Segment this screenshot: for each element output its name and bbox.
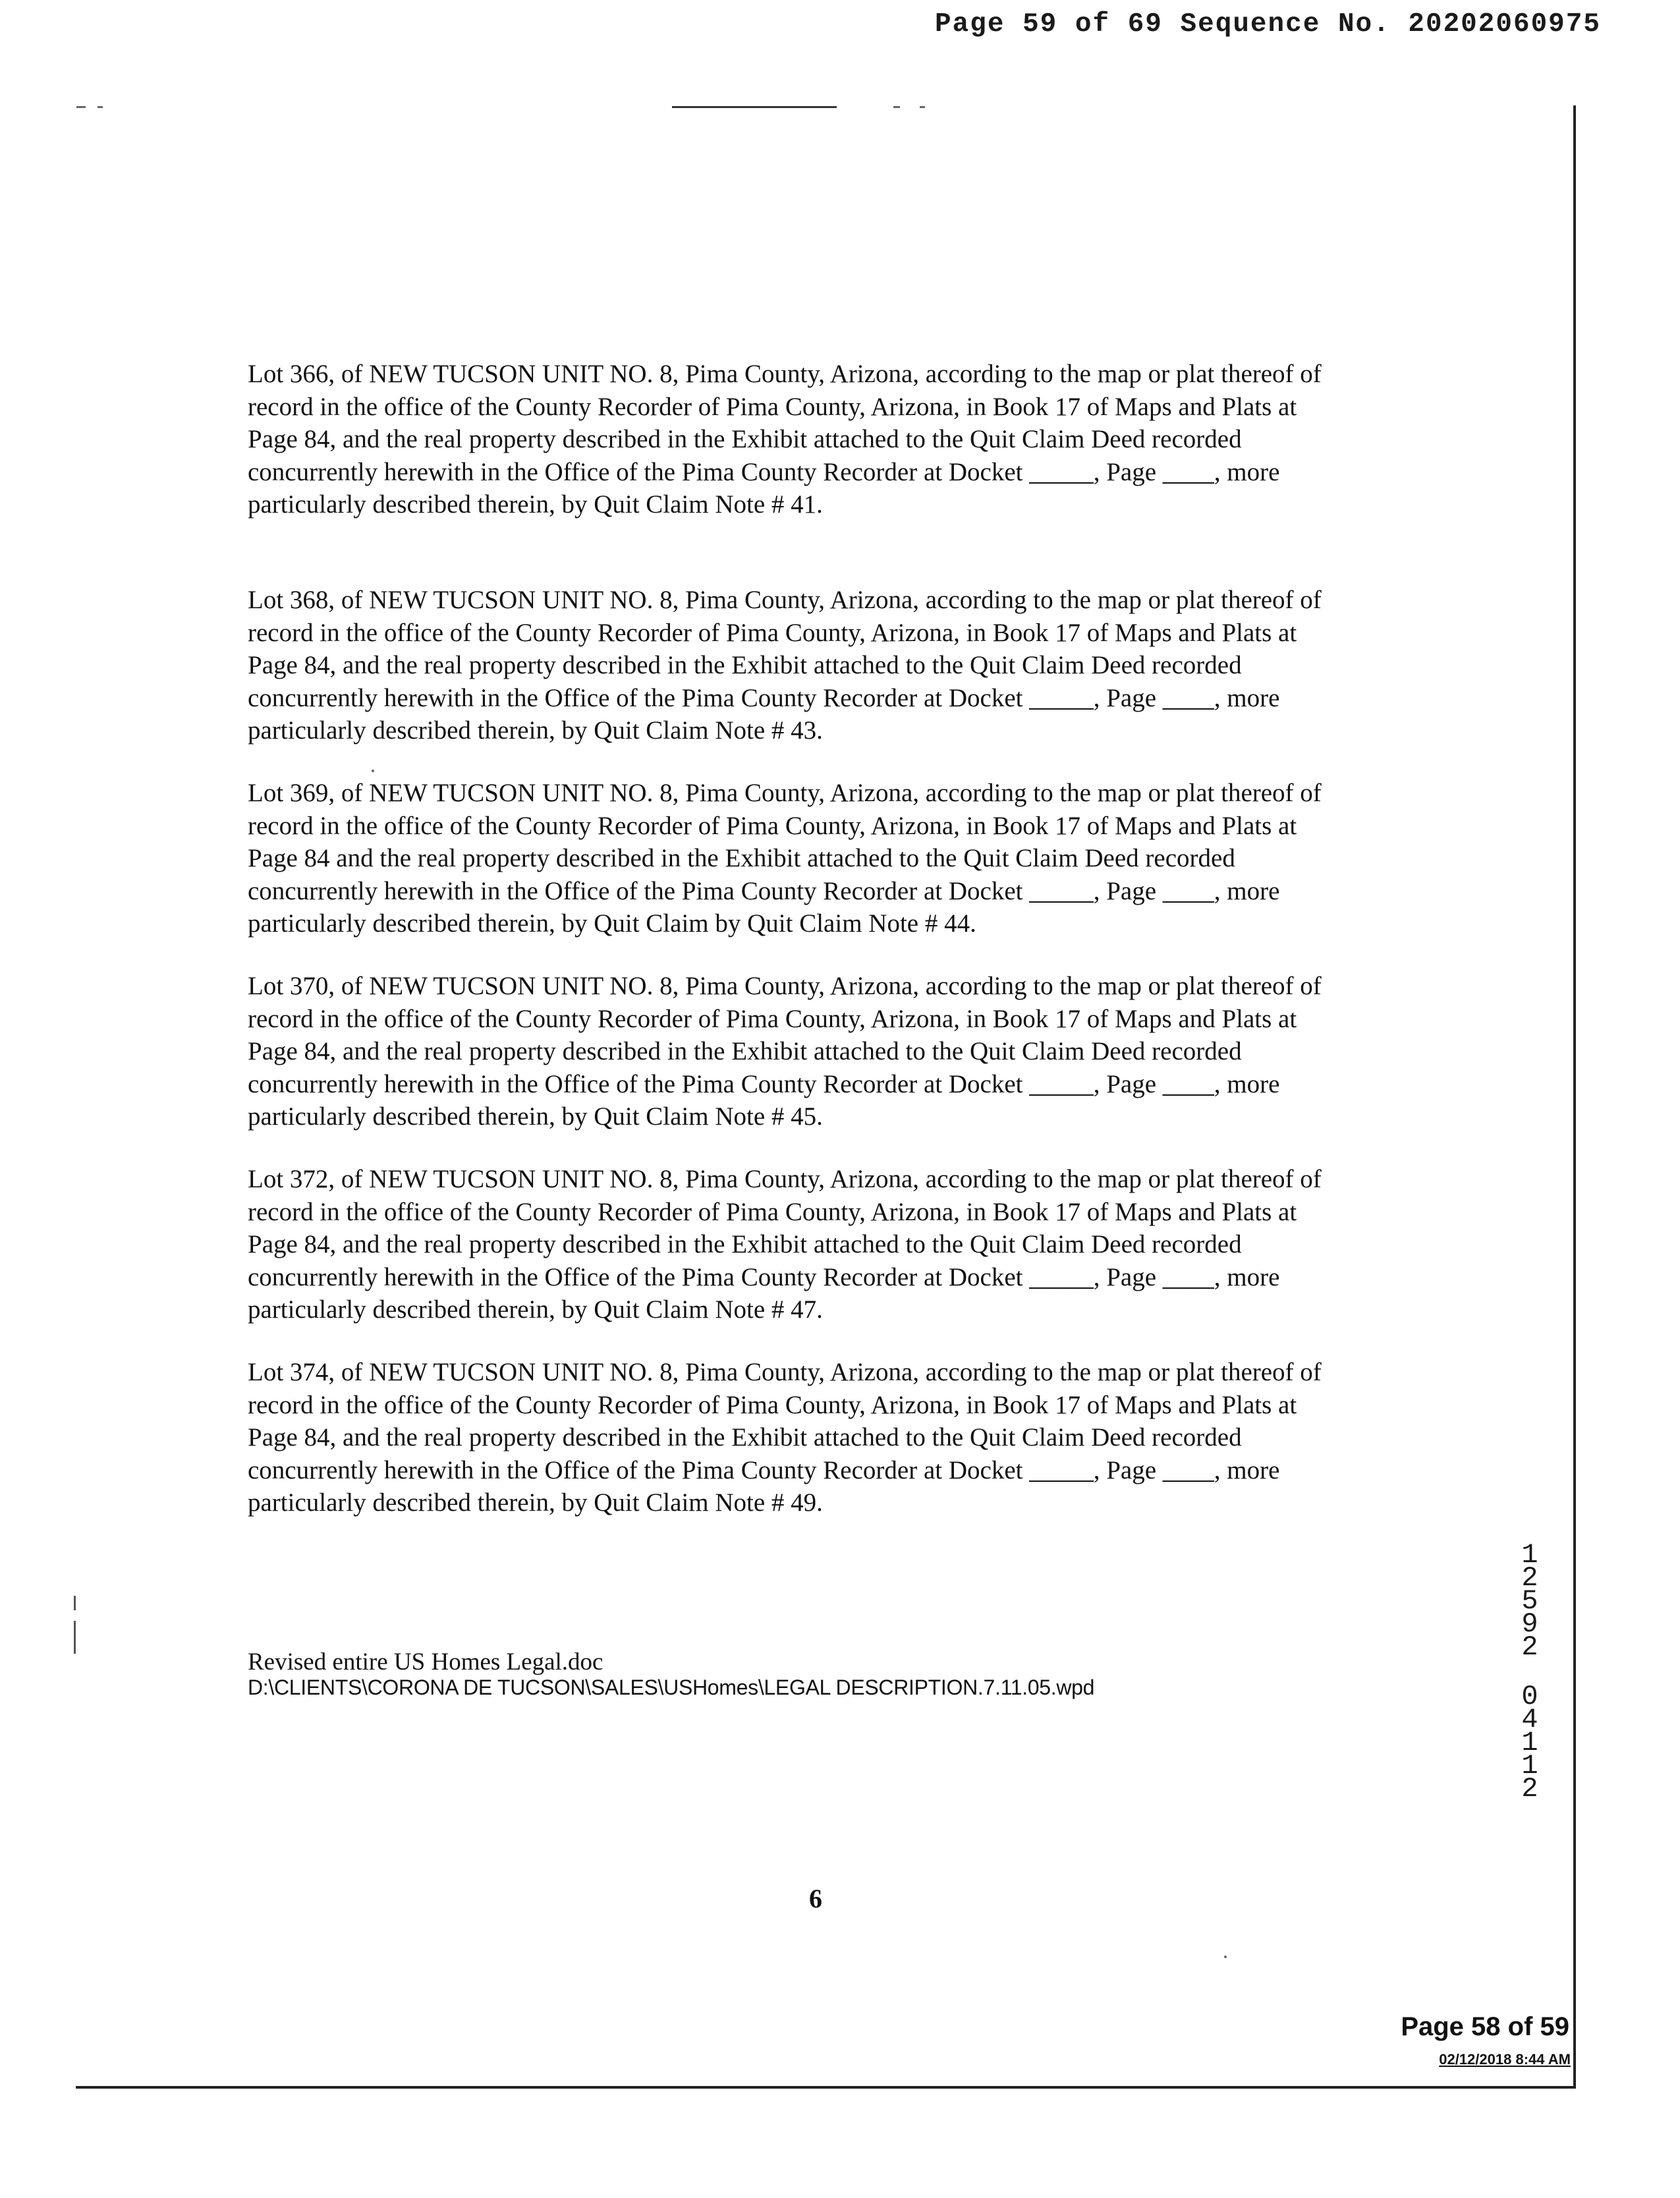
scan-dot — [372, 770, 374, 772]
text-line: record in the office of the County Recorder of Pima County, Arizona, in Book 17 of Maps and Plats at — [248, 1004, 1297, 1033]
document-name: Revised entire US Homes Legal.doc — [248, 1648, 603, 1676]
text-line: Page 84, and the real property described in the Exhibit attached to the Quit Claim Deed recorded — [248, 1423, 1242, 1451]
recording-digit: 2 — [1521, 1773, 1538, 1805]
scan-mark — [920, 106, 925, 108]
text-line: concurrently herewith in the Office of the Pima County Recorder at Docket _____, Page ____, more — [248, 683, 1280, 712]
scan-mark — [74, 1596, 76, 1610]
sequence-stamp: Page 59 of 69 Sequence No. 20202060975 — [935, 9, 1601, 40]
recording-digit: 5 — [1521, 1585, 1538, 1617]
text-line: Lot 368, of NEW TUCSON UNIT NO. 8, Pima County, Arizona, according to the map or plat thereof of — [248, 586, 1322, 614]
top-rule — [672, 106, 837, 108]
text-line: concurrently herewith in the Office of the Pima County Recorder at Docket _____, Page ____, more — [248, 457, 1280, 486]
scan-mark — [893, 106, 900, 108]
text-line: particularly described therein, by Quit Claim Note # 47. — [248, 1295, 823, 1324]
text-line: particularly described therein, by Quit Claim Note # 49. — [248, 1488, 823, 1517]
scan-dot — [1224, 1956, 1227, 1958]
lot-paragraph — [248, 1356, 1434, 1519]
lot-paragraph — [248, 584, 1434, 747]
recording-digit: 2 — [1521, 1562, 1538, 1594]
text-line: concurrently herewith in the Office of the Pima County Recorder at Docket _____, Page ____, more — [248, 1455, 1280, 1484]
page-of-stamp: Page 58 of 59 — [1401, 2012, 1569, 2041]
text-line: Lot 366, of NEW TUCSON UNIT NO. 8, Pima County, Arizona, according to the map or plat thereof of — [248, 360, 1322, 388]
timestamp: 02/12/2018 8:44 AM — [1439, 2051, 1571, 2068]
scan-mark — [76, 106, 86, 108]
text-line: Lot 370, of NEW TUCSON UNIT NO. 8, Pima County, Arizona, according to the map or plat thereof of — [248, 972, 1322, 1000]
text-line: particularly described therein, by Quit Claim by Quit Claim Note # 44. — [248, 909, 976, 938]
recording-digit: 9 — [1521, 1608, 1538, 1640]
recording-digit: 1 — [1521, 1727, 1538, 1759]
text-line: record in the office of the County Recorder of Pima County, Arizona, in Book 17 of Maps and Plats at — [248, 1197, 1297, 1226]
recording-number — [1514, 1539, 1546, 1805]
page-border-bottom — [76, 2086, 1576, 2089]
text-line: Page 84, and the real property described in the Exhibit attached to the Quit Claim Deed recorded — [248, 1230, 1242, 1258]
text-line: Lot 369, of NEW TUCSON UNIT NO. 8, Pima County, Arizona, according to the map or plat thereof of — [248, 779, 1322, 807]
text-line: record in the office of the County Recorder of Pima County, Arizona, in Book 17 of Maps and Plats at — [248, 811, 1297, 840]
page-number: 6 — [809, 1884, 822, 1913]
scan-mark — [74, 1621, 76, 1654]
scan-mark — [98, 106, 103, 108]
recording-digit: 1 — [1521, 1750, 1538, 1782]
text-line: Page 84, and the real property described in the Exhibit attached to the Quit Claim Deed recorded — [248, 1037, 1242, 1065]
page-border-right — [1573, 105, 1576, 2089]
text-line: Page 84, and the real property described in the Exhibit attached to the Quit Claim Deed recorded — [248, 425, 1242, 453]
lot-paragraph — [248, 358, 1434, 521]
text-line: Page 84 and the real property described in the Exhibit attached to the Quit Claim Deed recorded — [248, 844, 1235, 872]
recording-digit: 4 — [1521, 1704, 1538, 1735]
text-line: Lot 372, of NEW TUCSON UNIT NO. 8, Pima County, Arizona, according to the map or plat thereof of — [248, 1165, 1322, 1193]
text-line: Lot 374, of NEW TUCSON UNIT NO. 8, Pima County, Arizona, according to the map or plat thereof of — [248, 1358, 1322, 1386]
lot-paragraph — [248, 970, 1434, 1133]
text-line: concurrently herewith in the Office of the Pima County Recorder at Docket _____, Page ____, more — [248, 1262, 1280, 1291]
text-line: particularly described therein, by Quit Claim Note # 45. — [248, 1102, 823, 1131]
recording-digit: 1 — [1521, 1539, 1538, 1571]
file-path: D:\CLIENTS\CORONA DE TUCSON\SALES\USHomes\LEGAL DESCRIPTION.7.11.05.wpd — [248, 1676, 1095, 1699]
text-line: record in the office of the County Recorder of Pima County, Arizona, in Book 17 of Maps and Plats at — [248, 392, 1297, 421]
recording-digit: 2 — [1521, 1631, 1538, 1663]
recording-digit: 0 — [1521, 1681, 1538, 1712]
text-line: record in the office of the County Recorder of Pima County, Arizona, in Book 17 of Maps and Plats at — [248, 1390, 1297, 1419]
text-line: Page 84, and the real property described in the Exhibit attached to the Quit Claim Deed recorded — [248, 651, 1242, 679]
lot-paragraph — [248, 777, 1434, 940]
text-line: record in the office of the County Recorder of Pima County, Arizona, in Book 17 of Maps and Plats at — [248, 618, 1297, 647]
text-line: particularly described therein, by Quit Claim Note # 43. — [248, 716, 823, 745]
lot-paragraph — [248, 1163, 1434, 1326]
text-line: concurrently herewith in the Office of the Pima County Recorder at Docket _____, Page ____, more — [248, 876, 1280, 905]
text-line: particularly described therein, by Quit Claim Note # 41. — [248, 490, 823, 519]
text-line: concurrently herewith in the Office of the Pima County Recorder at Docket _____, Page ____, more — [248, 1069, 1280, 1098]
